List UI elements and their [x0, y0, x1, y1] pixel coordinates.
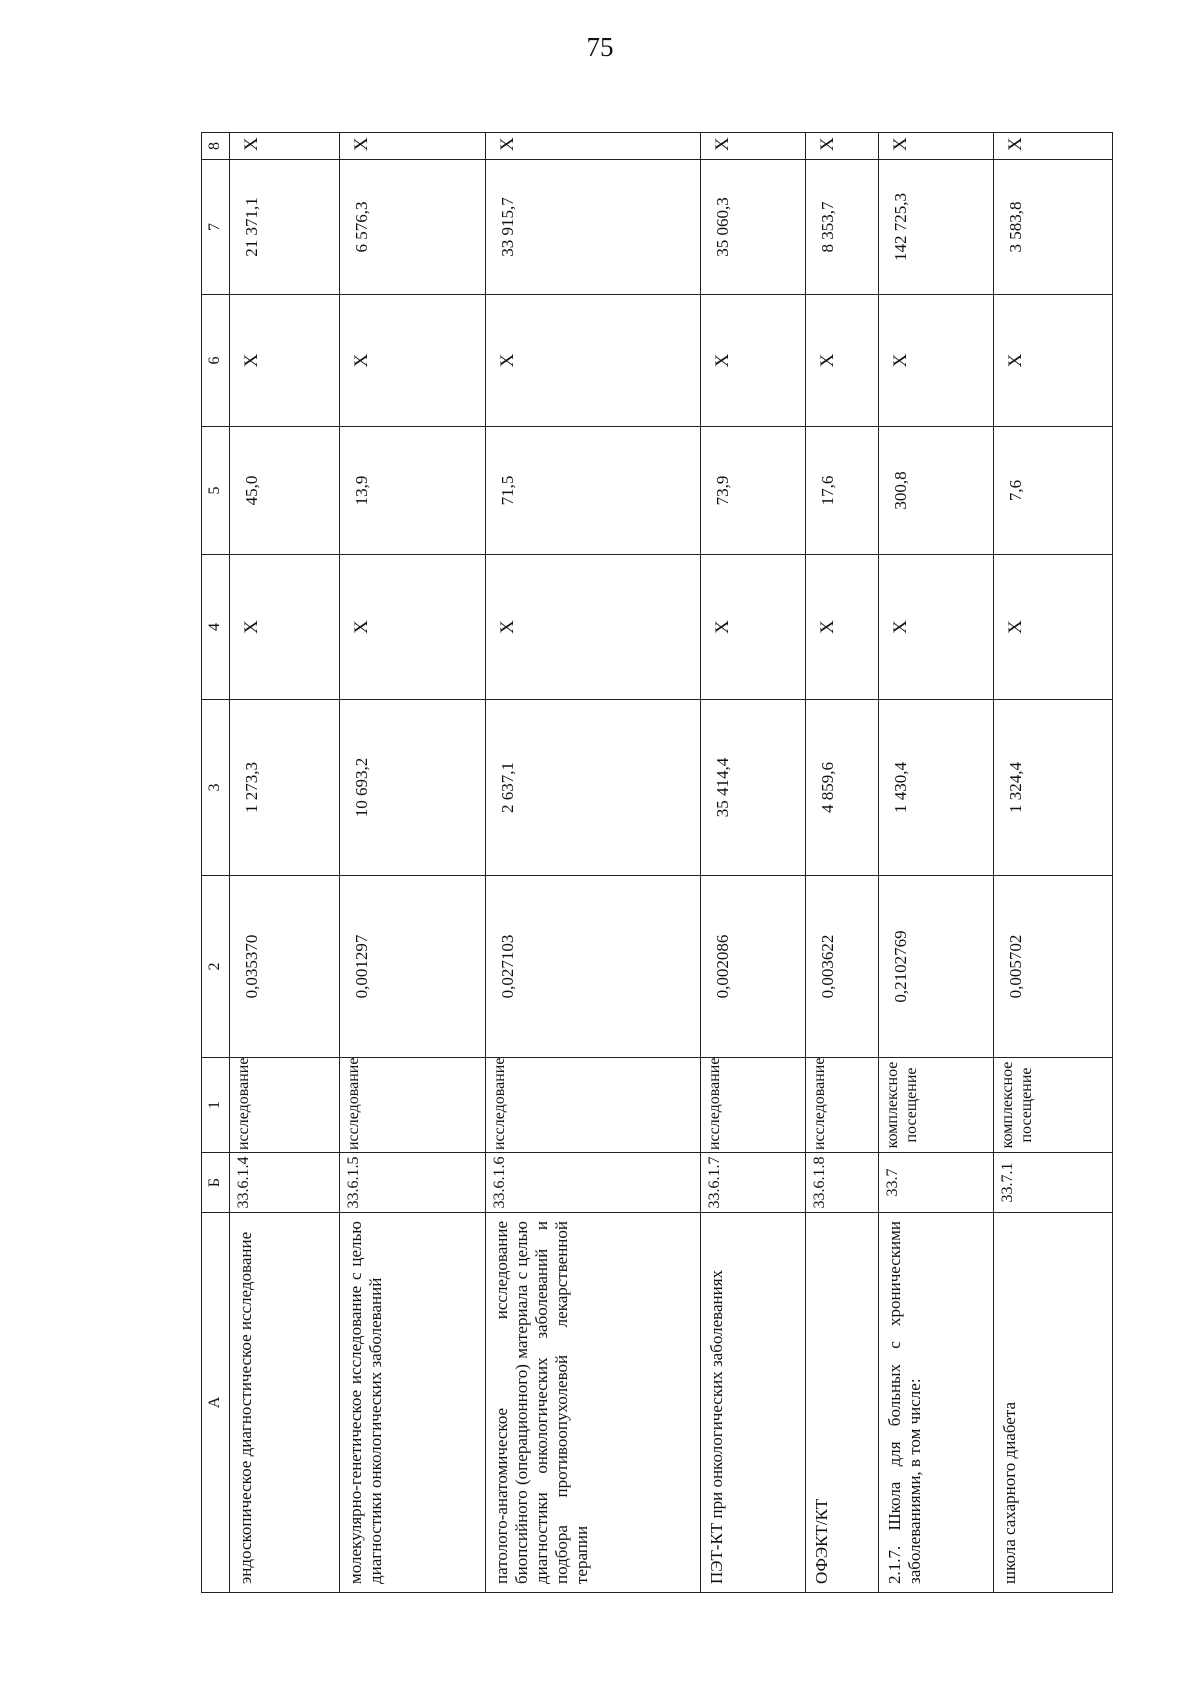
value-cell-8: Х	[994, 133, 1113, 160]
row-label: ПЭТ-КТ при онкологических заболеваниях	[706, 1269, 726, 1584]
code-cell: 33.6.1.6	[486, 1153, 700, 1213]
value-cell-6: Х	[994, 295, 1113, 427]
tariff-table	[201, 132, 1113, 1593]
value-cell-2: 0,027103	[486, 876, 700, 1058]
value-cell-5: 13,9	[340, 427, 486, 555]
header-cell-7: 7	[202, 160, 230, 295]
header-cell-a: А	[202, 1213, 230, 1593]
value-cell-2: 0,003622	[805, 876, 878, 1058]
value-cell-8: Х	[879, 133, 994, 160]
value-cell-3: 1 430,4	[879, 700, 994, 876]
code-cell: 33.7.1	[994, 1153, 1113, 1213]
name-cell	[879, 1213, 994, 1593]
value-cell-3: 2 637,1	[486, 700, 700, 876]
name-cell	[229, 1213, 339, 1593]
value-cell-4: Х	[700, 555, 805, 700]
name-cell	[700, 1213, 805, 1593]
header-cell-8: 8	[202, 133, 230, 160]
value-cell-7: 6 576,3	[340, 160, 486, 295]
row-label: 2.1.7. Школа для больных с хроническими заболеваниями, в том числе:	[885, 1221, 925, 1584]
value-cell-8: Х	[486, 133, 700, 160]
value-cell-7: 3 583,8	[994, 160, 1113, 295]
value-cell-4: Х	[486, 555, 700, 700]
value-cell-6: Х	[486, 295, 700, 427]
value-cell-6: Х	[340, 295, 486, 427]
value-cell-4: Х	[229, 555, 339, 700]
value-cell-3: 10 693,2	[340, 700, 486, 876]
header-cell-2: 2	[202, 876, 230, 1058]
value-cell-7: 21 371,1	[229, 160, 339, 295]
value-cell-3: 1 273,3	[229, 700, 339, 876]
table-row	[700, 133, 805, 1593]
code-cell: 33.6.1.4	[229, 1153, 339, 1213]
value-cell-6: Х	[229, 295, 339, 427]
value-cell-3: 4 859,6	[805, 700, 878, 876]
header-cell-1: 1	[202, 1058, 230, 1153]
rotated-table-container	[201, 133, 1113, 1593]
header-cell-4: 4	[202, 555, 230, 700]
value-cell-5: 300,8	[879, 427, 994, 555]
value-cell-2: 0,005702	[994, 876, 1113, 1058]
value-cell-6: Х	[700, 295, 805, 427]
row-label: молекулярно-генетическое исследование с целью диагностики онкологических заболеваний	[346, 1221, 386, 1584]
value-cell-6: Х	[805, 295, 878, 427]
name-cell	[486, 1213, 700, 1593]
value-cell-7: 142 725,3	[879, 160, 994, 295]
unit-cell: исследование	[340, 1058, 486, 1153]
name-cell	[805, 1213, 878, 1593]
value-cell-8: Х	[700, 133, 805, 160]
unit-cell: комплексное посещение	[994, 1058, 1113, 1153]
value-cell-7: 8 353,7	[805, 160, 878, 295]
unit-cell: исследование	[486, 1058, 700, 1153]
header-cell-3: 3	[202, 700, 230, 876]
table-row	[879, 133, 994, 1593]
code-cell: 33.7	[879, 1153, 994, 1213]
value-cell-4: Х	[340, 555, 486, 700]
row-label: эндоскопическое диагностическое исследование	[235, 1231, 255, 1584]
value-cell-7: 33 915,7	[486, 160, 700, 295]
value-cell-2: 0,035370	[229, 876, 339, 1058]
table-row	[805, 133, 878, 1593]
unit-cell: комплексное посещение	[879, 1058, 994, 1153]
code-cell: 33.6.1.7	[700, 1153, 805, 1213]
name-cell	[994, 1213, 1113, 1593]
value-cell-5: 45,0	[229, 427, 339, 555]
row-label: школа сахарного диабета	[1000, 1401, 1020, 1584]
value-cell-3: 1 324,4	[994, 700, 1113, 876]
value-cell-5: 7,6	[994, 427, 1113, 555]
value-cell-2: 0,001297	[340, 876, 486, 1058]
value-cell-2: 0,002086	[700, 876, 805, 1058]
value-cell-8: Х	[805, 133, 878, 160]
value-cell-7: 35 060,3	[700, 160, 805, 295]
table-row	[340, 133, 486, 1593]
value-cell-2: 0,2102769	[879, 876, 994, 1058]
value-cell-6: Х	[879, 295, 994, 427]
value-cell-8: Х	[229, 133, 339, 160]
code-cell: 33.6.1.8	[805, 1153, 878, 1213]
name-cell	[340, 1213, 486, 1593]
value-cell-5: 73,9	[700, 427, 805, 555]
value-cell-5: 71,5	[486, 427, 700, 555]
unit-cell: исследование	[229, 1058, 339, 1153]
header-cell-5: 5	[202, 427, 230, 555]
value-cell-4: Х	[805, 555, 878, 700]
unit-cell: исследование	[805, 1058, 878, 1153]
value-cell-3: 35 414,4	[700, 700, 805, 876]
value-cell-4: Х	[879, 555, 994, 700]
row-label: ОФЭКТ/КТ	[811, 1498, 831, 1584]
unit-cell: исследование	[700, 1058, 805, 1153]
header-row	[202, 133, 230, 1593]
table-row	[486, 133, 700, 1593]
page-number: 75	[586, 32, 614, 62]
value-cell-5: 17,6	[805, 427, 878, 555]
value-cell-8: Х	[340, 133, 486, 160]
value-cell-4: Х	[994, 555, 1113, 700]
row-label: патолого-анатомическое исследование биопсийного (операционного) материала с целью диагностики онкологических заболеваний и подбора противоопухолевой лекарственной терапии	[492, 1221, 592, 1584]
table-row	[229, 133, 339, 1593]
code-cell: 33.6.1.5	[340, 1153, 486, 1213]
header-cell-b: Б	[202, 1153, 230, 1213]
table-row	[994, 133, 1113, 1593]
header-cell-6: 6	[202, 295, 230, 427]
